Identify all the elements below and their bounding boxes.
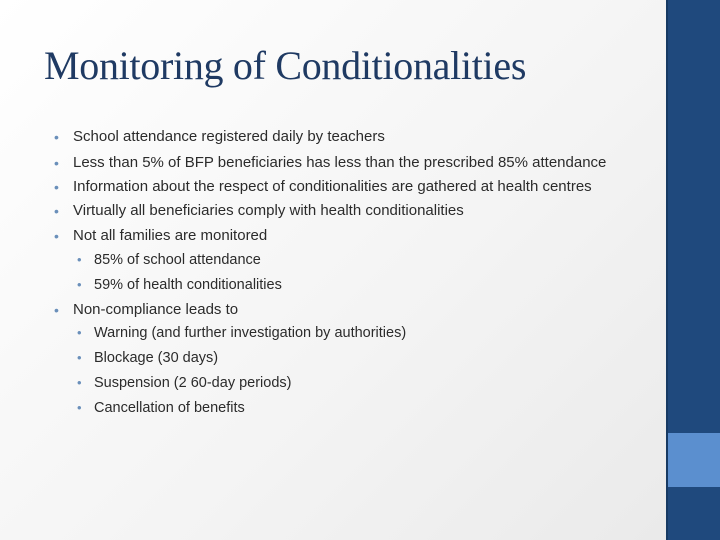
bullet-text: Virtually all beneficiaries comply with health conditionalities	[73, 201, 464, 219]
bullet-text: School attendance registered daily by teachers	[73, 128, 385, 145]
bullet-item	[50, 154, 650, 172]
bullet-item	[50, 202, 650, 220]
slide-title: Monitoring of Conditionalities	[44, 43, 527, 88]
bullet-list	[50, 128, 650, 424]
monitored-sublist	[50, 251, 650, 294]
sub-bullet-item	[50, 251, 650, 269]
accent-block	[668, 433, 720, 487]
bullet-icon: •	[54, 202, 59, 219]
sub-bullet-item	[50, 399, 650, 417]
bullet-icon: •	[77, 400, 82, 415]
sub-bullet-text: 85% of school attendance	[94, 251, 261, 268]
bullet-text: Non-compliance leads to	[73, 300, 239, 318]
bullet-icon: •	[77, 251, 82, 267]
bullet-icon: •	[77, 325, 82, 340]
sub-bullet-text: Cancellation of benefits	[94, 400, 245, 416]
noncompliance-sublist	[50, 324, 650, 417]
sub-bullet-item	[50, 276, 650, 294]
sub-bullet-text: 59% of health conditionalities	[94, 276, 282, 293]
bullet-text: Not all families are monitored	[73, 227, 268, 244]
bullet-icon: •	[54, 301, 59, 318]
bullet-item	[50, 128, 650, 146]
bullet-icon: •	[77, 350, 82, 365]
bullet-icon: •	[77, 276, 82, 292]
sub-bullet-item	[50, 324, 650, 342]
bullet-icon: •	[54, 178, 59, 195]
sub-bullet-item	[50, 374, 650, 392]
bullet-item	[50, 227, 650, 245]
sub-bullet-text: Suspension (2 60-day periods)	[94, 375, 292, 391]
sub-bullet-item	[50, 349, 650, 367]
bullet-item	[50, 178, 650, 196]
bullet-icon: •	[54, 228, 59, 244]
bullet-text: Less than 5% of BFP beneficiaries has less than the prescribed 85% attendance	[73, 153, 607, 171]
bullet-icon: •	[54, 129, 59, 145]
bullet-icon: •	[77, 375, 82, 390]
sub-bullet-text: Blockage (30 days)	[94, 350, 219, 366]
sub-bullet-text: Warning (and further investigation by authorities)	[94, 325, 407, 341]
bullet-text: Information about the respect of conditionalities are gathered at health centres	[73, 177, 592, 195]
bullet-item	[50, 301, 650, 319]
bullet-icon: •	[54, 154, 59, 171]
